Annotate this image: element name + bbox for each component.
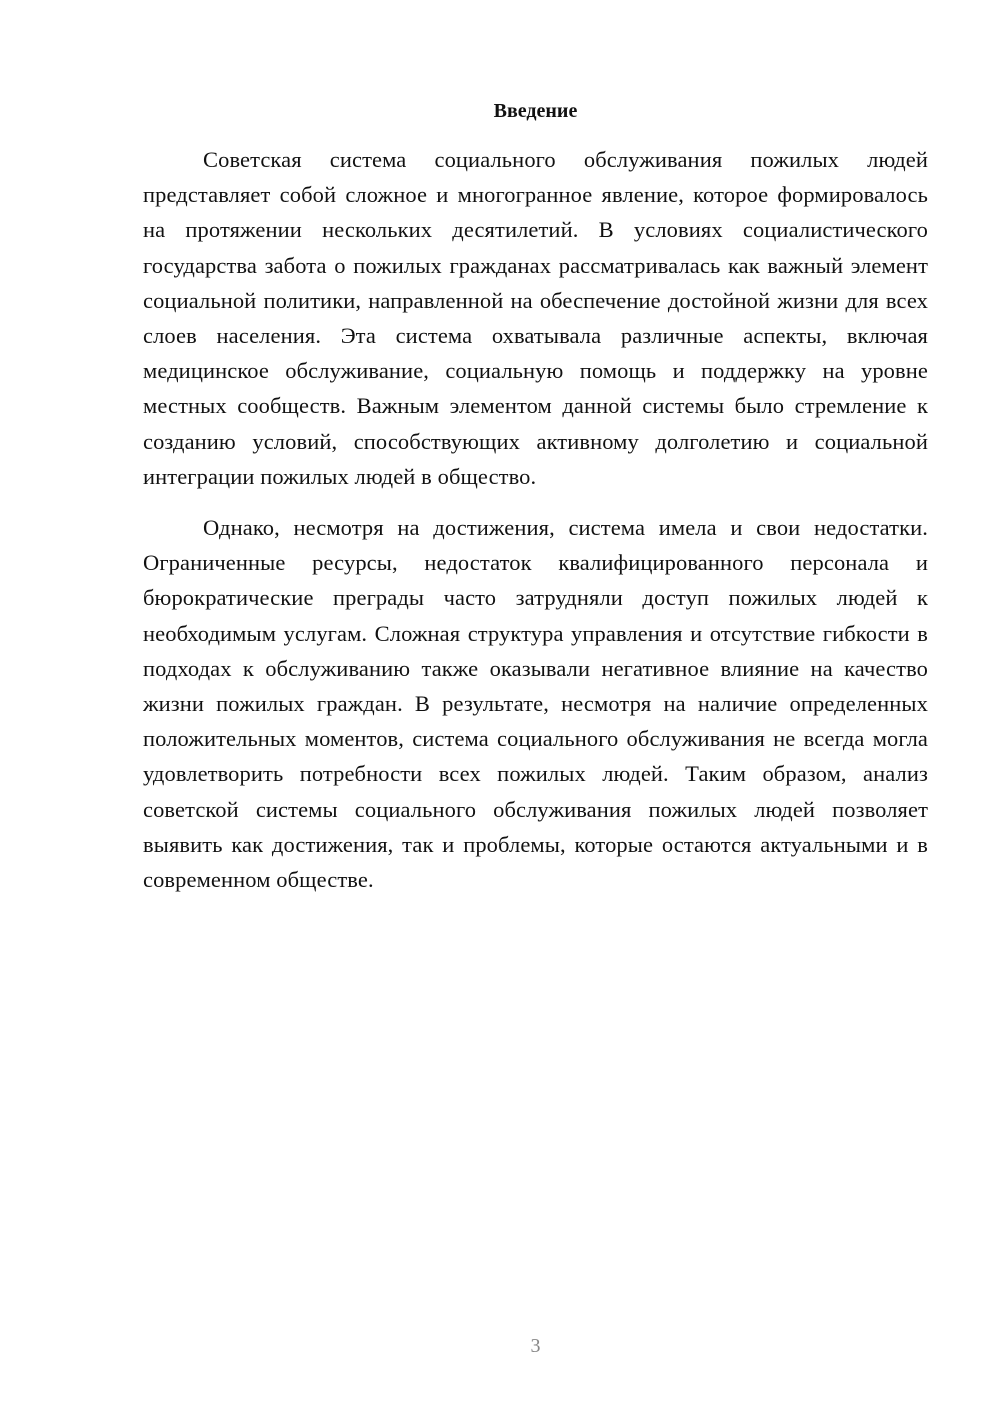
section-heading: Введение (493, 100, 578, 122)
body-text (143, 142, 928, 897)
paragraph-2: Однако, несмотря на достижения, система имела и свои недостатки. Ограниченные ресурсы, недостаток квалифицированного персонала и бюрократические преграды часто затрудняли доступ пожилых людей к необходимым услугам. Сложная структура управления и отсутствие гибкости в подходах к обслуживанию также оказывали негативное влияние на качество жизни пожилых граждан. В результате, несмотря на наличие определенных положительных моментов, система социального обслуживания не всегда могла удовлетворить потребности всех пожилых людей. Таким образом, анализ советской системы социального обслуживания пожилых людей позволяет выявить как достижения, так и проблемы, которые остаются актуальными и в современном обществе. (143, 515, 928, 893)
paragraph-1: Советская система социального обслуживания пожилых людей представляет собой сложное и многогранное явление, которое формировалось на протяжении нескольких десятилетий. В условиях социалистического государства забота о пожилых гражданах рассматривалась как важный элемент социальной политики, направленной на обеспечение достойной жизни для всех слоев населения. Эта система охватывала различные аспекты, включая медицинское обслуживание, социальную помощь и поддержку на уровне местных сообществ. Важным элементом данной системы было стремление к созданию условий, способствующих активному долголетию и социальной интеграции пожилых людей в общество. (143, 147, 928, 489)
page-number: 3 (530, 1335, 541, 1357)
